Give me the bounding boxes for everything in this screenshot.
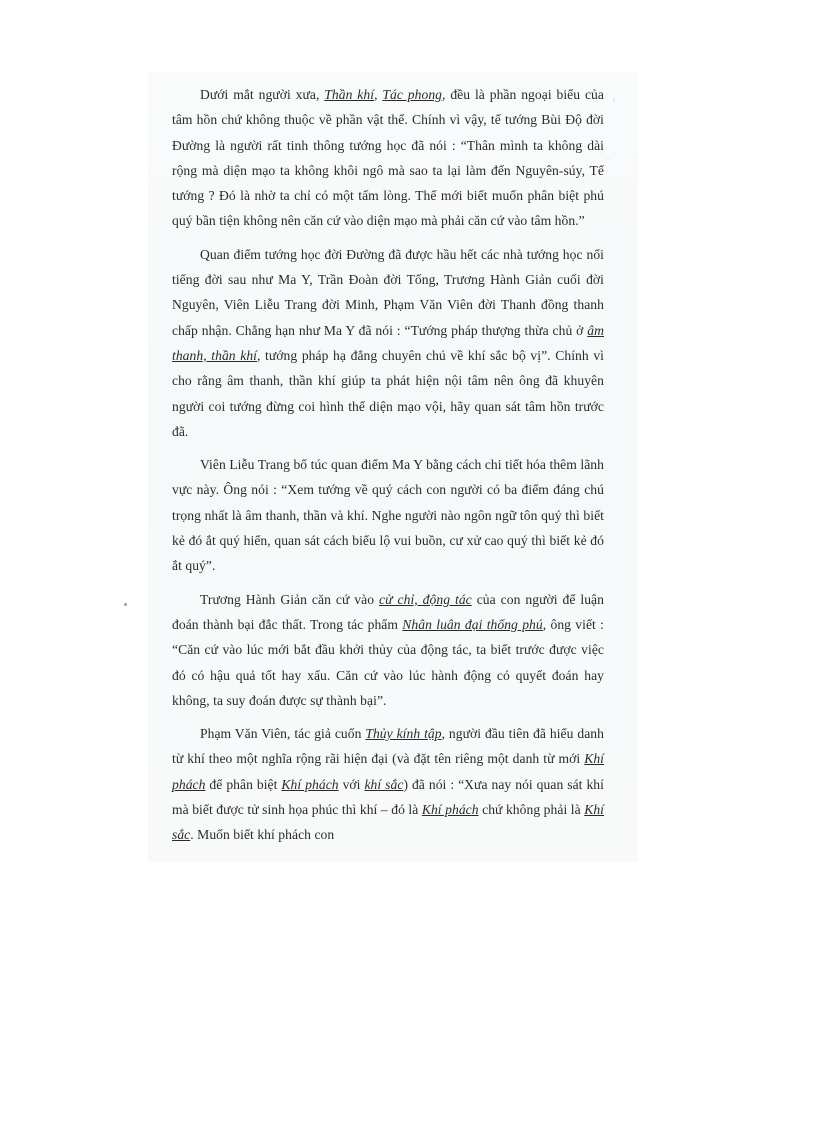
paragraph-text: Trương Hành Giản căn cứ vào bbox=[200, 591, 380, 607]
underlined-term: Khí sắc bbox=[172, 802, 604, 843]
document-body bbox=[172, 82, 604, 856]
paragraph-text: Dưới mắt người xưa, bbox=[200, 87, 325, 102]
bleed-through-mark: · bbox=[606, 152, 610, 166]
bleed-through-mark: ‹ bbox=[612, 92, 616, 106]
paragraph bbox=[172, 721, 604, 847]
underlined-term: Nhân luân đại thống phú bbox=[402, 616, 543, 632]
paragraph-text: , tướng pháp hạ đẳng chuyên chú về khí sắc bộ vị”. Chính vì cho rằng âm thanh, thần khí giúp ta phát hiện nội tâm nên ông đã khuyên người coi tướng đừng coi hình thể diện mạo vội, hãy quan sát tâm hồn trước đã. bbox=[172, 347, 604, 439]
paragraph-text: Phạm Văn Viên, tác giả cuốn bbox=[200, 726, 366, 742]
underlined-term: Thần khí bbox=[324, 87, 375, 102]
paragraph-text: chứ không phải là bbox=[478, 802, 585, 818]
paragraph bbox=[172, 82, 604, 234]
paragraph-text: , người đầu tiên đã hiểu danh từ khí theo một nghĩa rộng rãi hiện đại (và đặt tên riêng một danh từ mới bbox=[172, 726, 604, 767]
underlined-term: Khí phách bbox=[172, 751, 604, 792]
underlined-term: Khí phách bbox=[421, 802, 479, 818]
paragraph-text: , đều là phần ngoại biểu của tâm hồn chứ không thuộc về phần vật thể. Chính vì vậy, tể tướng Bùi Độ đời Đường là người rất tinh thông tướng học đã nói : “Thân mình ta không dài rộng mà diện mạo ta không khôi ngô mà sao ta lại làm đến Nguyên-súy, Tể tướng ? Đó là nhờ ta chỉ có một tấm lòng. Thế mới biết muốn phân biệt phú quý bần tiện không nên căn cứ vào diện mạo mà phải căn cứ vào tâm hồn.” bbox=[172, 87, 604, 229]
paragraph-text: với bbox=[338, 776, 365, 792]
paragraph-text: để phân biệt bbox=[205, 776, 282, 792]
paragraph-text: . Muốn biết khí phách con bbox=[190, 827, 335, 843]
paragraph-text: Viên Liễu Trang bổ túc quan điểm Ma Y bằng cách chi tiết hóa thêm lãnh vực này. Ông nói : “Xem tướng về quý cách con người có ba điểm đáng chú trọng nhất là âm thanh, thần và khí. Nghe người nào ngôn ngữ tôn quý thì biết kẻ đó ắt quý hiển, quan sát cách biểu lộ vui buồn, cư xử cao quý thì biết kẻ đó ắt quý”. bbox=[172, 457, 604, 574]
paragraph bbox=[172, 587, 604, 713]
paragraph-text: , bbox=[374, 87, 383, 102]
paragraph-text: ) đã nói : “Xưa nay nói quan sát khí mà biết được tử sinh họa phúc thì khí – đó là bbox=[172, 776, 604, 818]
paragraph-text: , ông viết : “Căn cứ vào lúc mới bắt đầu khởi thủy của động tác, ta biết trước được việc đó có hậu quả tốt hay xấu. Căn cứ vào lúc hành động có quyết đoán hay không, ta suy đoán được sự thành bại”. bbox=[172, 616, 604, 708]
underlined-term: khí sắc bbox=[364, 776, 404, 792]
underlined-term: cử chỉ, động tác bbox=[379, 591, 472, 607]
underlined-term: âm thanh, thần khí bbox=[172, 322, 604, 363]
underlined-term: Tác phong bbox=[382, 87, 443, 102]
paragraph-text: Quan điểm tướng học đời Đường đã được hầu hết các nhà tướng học nổi tiếng đời sau như Ma Y, Trần Đoàn đời Tống, Trương Hành Giản cuối đời Nguyên, Viên Liễu Trang đời Minh, Phạm Văn Viên đời Thanh đồng thanh chấp nhận. Chẳng hạn như Ma Y đã nói : “Tướng pháp thượng thừa chủ ở bbox=[172, 246, 604, 338]
paragraph-text: của con người để luận đoán thành bại đắc thất. Trong tác phẩm bbox=[172, 591, 604, 632]
underlined-term: Khí phách bbox=[281, 776, 339, 792]
paragraph bbox=[172, 452, 604, 578]
scan-speck bbox=[124, 603, 127, 606]
underlined-term: Thủy kính tập bbox=[365, 726, 442, 742]
paragraph bbox=[172, 242, 604, 444]
